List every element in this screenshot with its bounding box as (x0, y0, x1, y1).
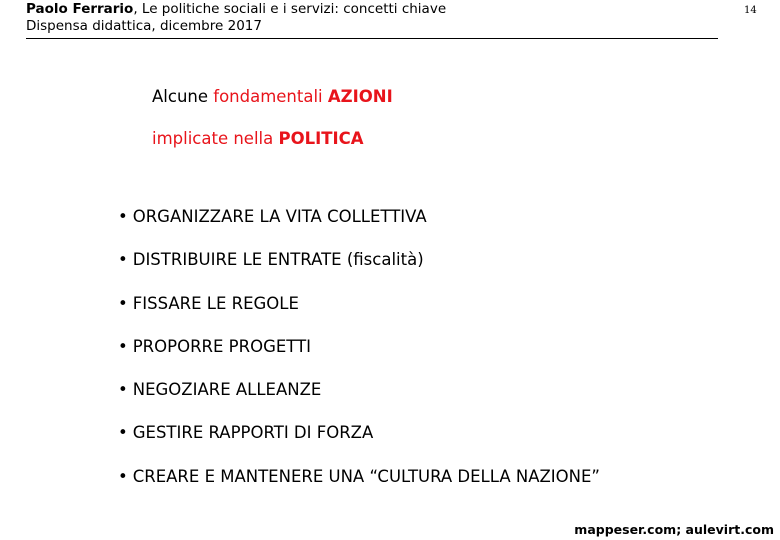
bullet-icon: • (118, 250, 128, 270)
document-title: , Le politiche sociali e i servizi: concetti chiave (133, 1, 447, 17)
footer-websites: mappeser.com; aulevirt.com (574, 522, 774, 537)
list-item (118, 249, 600, 292)
author-name: Paolo Ferrario (26, 1, 134, 17)
bullet-icon: • (118, 380, 128, 400)
slide-title-line-1 (152, 87, 393, 106)
slide-title-line-2 (152, 129, 364, 148)
list-item-text: DISTRIBUIRE LE ENTRATE (fiscalità) (132, 250, 424, 270)
list-item (118, 206, 600, 249)
header-title-line (26, 1, 718, 18)
title-word-fondamentali: fondamentali (213, 87, 328, 106)
bullet-icon: • (118, 207, 128, 226)
list-item (118, 336, 600, 379)
header (26, 1, 718, 39)
list-item (118, 466, 600, 509)
title-word-implicate: implicate nella (152, 129, 279, 148)
bullet-icon: • (118, 336, 128, 356)
bullet-icon: • (118, 293, 128, 313)
title-word-politica: POLITICA (278, 129, 364, 148)
list-item-text: PROPORRE PROGETTI (132, 336, 312, 356)
list-item-text: FISSARE LE REGOLE (132, 293, 299, 313)
list-item (118, 293, 600, 336)
list-item (118, 422, 600, 465)
list-item-text: ORGANIZZARE LA VITA COLLETTIVA (132, 207, 427, 226)
bullet-icon: • (118, 423, 128, 443)
list-item-text: CREARE E MANTENERE UNA “CULTURA DELLA NAZIONE” (132, 466, 600, 486)
bullet-icon: • (118, 466, 128, 486)
title-word-alcune: Alcune (152, 87, 214, 106)
title-word-azioni: AZIONI (327, 87, 393, 106)
list-item (118, 379, 600, 422)
list-item-text: GESTIRE RAPPORTI DI FORZA (132, 423, 374, 443)
document-subtitle: Dispensa didattica, dicembre 2017 (26, 18, 262, 34)
list-item-text: NEGOZIARE ALLEANZE (132, 380, 322, 400)
page-number: 14 (744, 5, 757, 16)
action-list (118, 206, 600, 509)
